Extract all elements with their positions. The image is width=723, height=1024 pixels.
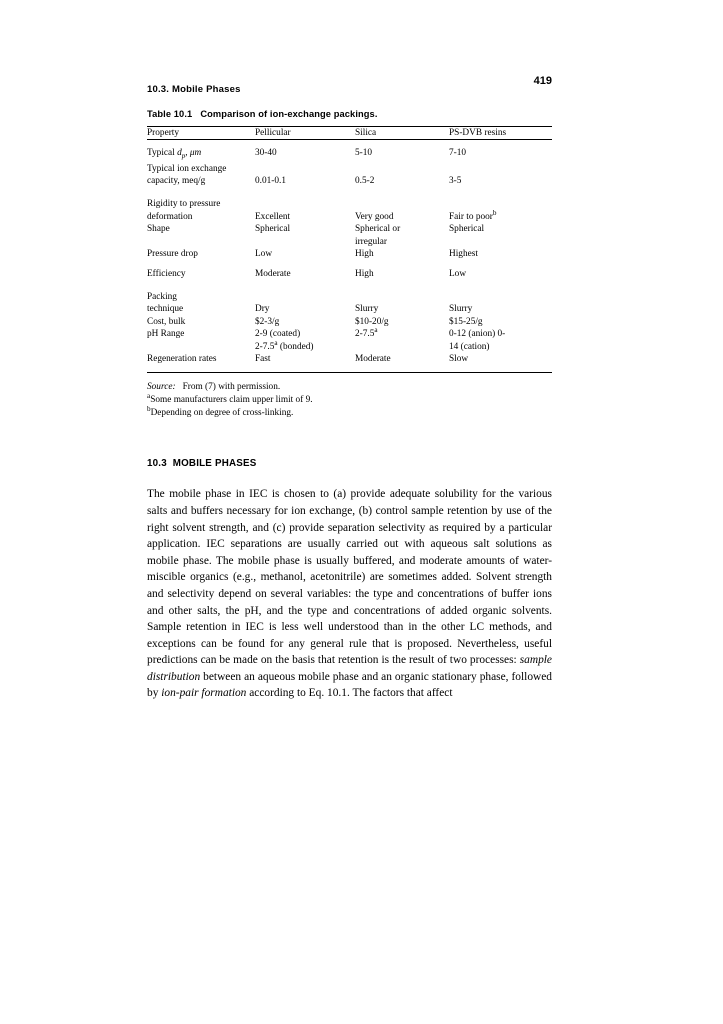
footnote-marker-a: a xyxy=(374,326,378,335)
cell-pellicular: Low xyxy=(255,249,273,260)
cell-property: deformation xyxy=(147,211,193,222)
table-row xyxy=(147,175,552,187)
source-text: From (7) with permission. xyxy=(182,382,281,393)
table-row xyxy=(147,198,552,210)
cell-silica: High xyxy=(355,249,374,260)
pellicular-cont-text: 2-7.5 xyxy=(255,341,275,352)
column-header-property: Property xyxy=(147,127,255,140)
page-header xyxy=(147,75,552,100)
table-bottom-rule xyxy=(147,372,552,373)
cell-property: Typical ion exchange xyxy=(147,163,227,174)
cell-property: Rigidity to pressure xyxy=(147,199,221,210)
table-row xyxy=(147,268,552,280)
table-row xyxy=(147,248,552,260)
cell-silica: 0.5-2 xyxy=(355,176,375,187)
table-row xyxy=(147,236,552,248)
footnote-marker-a: a xyxy=(274,338,278,347)
spacer-row xyxy=(147,261,552,268)
column-header-psdvb: PS-DVB resins xyxy=(449,127,552,140)
cell-property: Efficiency xyxy=(147,268,186,279)
cell-pellicular: 0.01-0.1 xyxy=(255,176,286,187)
cell-property: pH Range xyxy=(147,329,185,340)
cell-psdvb: $15-25/g xyxy=(449,316,483,327)
cell-property: Shape xyxy=(147,224,170,235)
cell-silica: High xyxy=(355,268,374,279)
section-title: MOBILE PHASES xyxy=(172,458,257,470)
typical-dp-suffix: , μm xyxy=(185,148,202,159)
cell-silica: Slurry xyxy=(355,304,379,315)
body-paragraph xyxy=(147,486,552,702)
cell-silica: Moderate xyxy=(355,353,391,364)
cell-silica: Very good xyxy=(355,211,394,222)
cell-pellicular: Dry xyxy=(255,304,270,315)
cell-pellicular: Excellent xyxy=(255,211,291,222)
ion-exchange-packings-table xyxy=(147,126,552,373)
footnote-a xyxy=(147,394,552,407)
spacer-row xyxy=(147,365,552,372)
section-heading xyxy=(147,458,552,469)
table-row xyxy=(147,291,552,303)
cell-psdvb: 7-10 xyxy=(449,148,467,159)
cell-pellicular: Moderate xyxy=(255,268,291,279)
cell-property: capacity, meq/g xyxy=(147,176,206,187)
column-header-silica: Silica xyxy=(355,127,449,140)
paragraph-italic-2: ion-pair formation xyxy=(161,687,247,700)
table-row xyxy=(147,147,552,162)
cell-silica: Spherical or xyxy=(355,224,401,235)
spacer-row xyxy=(147,140,552,148)
page-number: 419 xyxy=(533,75,552,87)
table-row xyxy=(147,303,552,315)
table-row xyxy=(147,353,552,365)
cell-pellicular: Spherical xyxy=(255,224,291,235)
section-number: 10.3 xyxy=(147,458,167,470)
running-head: 10.3. Mobile Phases xyxy=(147,84,241,95)
paragraph-italic-1: sample distribution xyxy=(147,654,552,683)
cell-psdvb: 3-5 xyxy=(449,176,462,187)
footnote-b-marker: b xyxy=(147,405,151,414)
cell-property: Packing xyxy=(147,291,177,302)
cell-silica: 5-10 xyxy=(355,148,373,159)
source-note xyxy=(147,381,552,394)
paragraph-part-3: according to Eq. 10.1. The factors that affect xyxy=(246,687,453,700)
typical-dp-prefix: Typical xyxy=(147,148,178,159)
paragraph-part-1: The mobile phase in IEC is chosen to (a) provide adequate solubility for the various salts and buffers necessary for ion exchange, (b) control sample retention by use of the right solvent strength, and (c) provide separation selectivity as required by a particular application. IEC separations are usually carried out with aqueous salt solutions as mobile phase. The mobile phase is usually buffered, and moderate amounts of water-miscible organics (e.g., methanol, acetonitrile) are sometimes added. Solvent strength and selectivity depend on several variables: the type and concentrations of buffer ions and other salts, the pH, and the type and concentrations of added organic solvents. Sample retention in IEC is less well understood than in the other LC methods, and exceptions can be found for any general rule that is proposed. Nevertheless, useful predictions can be made on the basis that retention is the result of two processes: xyxy=(147,488,552,667)
cell-psdvb: Slow xyxy=(449,353,469,364)
cell-psdvb-cont: 14 (cation) xyxy=(449,341,490,352)
table-row xyxy=(147,341,552,353)
cell-psdvb xyxy=(449,208,552,223)
silica-text: 2-7.5 xyxy=(355,329,375,340)
psdvb-text: Fair to poor xyxy=(449,211,493,222)
footnote-a-marker: a xyxy=(147,392,151,401)
table-row xyxy=(147,163,552,175)
cell-silica-cont: irregular xyxy=(355,236,388,247)
cell-psdvb: Slurry xyxy=(449,304,473,315)
table-caption xyxy=(147,109,552,119)
spacer-row xyxy=(147,280,552,291)
table-row xyxy=(147,328,552,340)
column-header-pellicular: Pellicular xyxy=(255,127,355,140)
footnote-b xyxy=(147,407,552,420)
cell-pellicular-cont xyxy=(255,338,355,353)
table-notes xyxy=(147,381,552,420)
source-label: Source: xyxy=(147,382,176,393)
cell-pellicular: 2-9 (coated) xyxy=(255,329,301,340)
table-caption-text: Comparison of ion-exchange packings. xyxy=(200,109,378,119)
paragraph-part-2: between an aqueous mobile phase and an organic stationary phase, followed by xyxy=(147,670,552,700)
table-row xyxy=(147,316,552,328)
cell-pellicular: Fast xyxy=(255,353,271,364)
cell-silica: $10-20/g xyxy=(355,316,389,327)
table-row xyxy=(147,211,552,223)
table-row xyxy=(147,223,552,235)
typical-dp-italic: d xyxy=(177,148,182,159)
cell-silica xyxy=(355,328,449,340)
cell-property xyxy=(147,147,255,162)
table-caption-label: Table 10.1 xyxy=(147,109,193,119)
cell-pellicular: 30-40 xyxy=(255,148,277,159)
cell-property: technique xyxy=(147,304,184,315)
typical-dp-sub: p xyxy=(181,152,186,161)
cell-property: Regeneration rates xyxy=(147,353,217,364)
cell-pellicular: $2-3/g xyxy=(255,316,280,327)
page-content xyxy=(147,75,552,702)
cell-property: Cost, bulk xyxy=(147,316,186,327)
footnote-a-text: Some manufacturers claim upper limit of 9. xyxy=(150,395,313,406)
spacer-row xyxy=(147,187,552,198)
cell-psdvb: Highest xyxy=(449,249,478,260)
cell-psdvb: 0-12 (anion) 0- xyxy=(449,329,506,340)
table-header-row xyxy=(147,127,552,140)
cell-psdvb: Low xyxy=(449,268,467,279)
cell-psdvb: Spherical xyxy=(449,224,485,235)
footnote-marker-b: b xyxy=(492,208,497,217)
pellicular-cont-suffix: (bonded) xyxy=(277,341,314,352)
cell-property: Pressure drop xyxy=(147,249,198,260)
footnote-b-text: Depending on degree of cross-linking. xyxy=(150,408,294,419)
